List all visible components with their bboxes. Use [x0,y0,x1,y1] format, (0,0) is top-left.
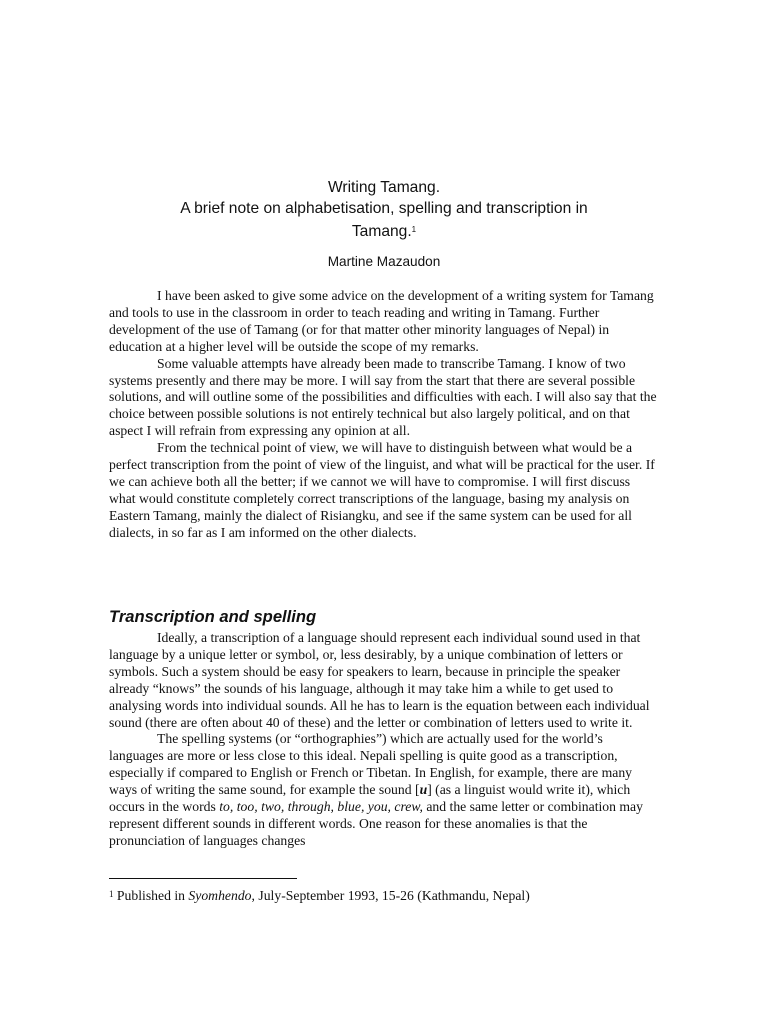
footnote-divider [109,878,297,879]
title-line-3-text: Tamang. [351,223,412,240]
p2-part-c: and the same letter or combination may represent different sounds in different words. One reason for these anomalies is that the pronunciation of languages changes [109,799,643,848]
section-paragraph-1: Ideally, a transcription of a language should represent each individual sound used in that language by a unique letter or symbol, or, less desirably, by a unique combination of letters or symbols. Such a system should be easy for speakers to learn, because in principle the speaker already “knows” the sounds of his language, although it may take him a while to get used to analysing words into individual sounds. All he has to learn is the equation between each individual sound (there are often about 40 of these) and the letter or combination of letters used to write it. [109,630,650,730]
intro-section [109,288,657,542]
p2-part-a: The spelling systems (or “orthographies”) which are actually used for the world’s languages are more or less close to this ideal. Nepali spelling is quite good as a transcription, especially if compared to English or French or Tibetan. In English, for example, there are many ways of writing the same sound, for example the sound [ [109,731,633,798]
footnote [109,886,657,904]
title-line-1: Writing Tamang. [327,179,441,196]
intro-paragraph-1: I have been asked to give some advice on the development of a writing system for Tamang and tools to use in the classroom in order to teach reading and writing in Tamang. Further development of the use of Tamang (or for that matter other minority languages of Nepal) in education at a higher level will be outside the scope of my remarks. [109,288,654,354]
footnote-text-b: , July-September 1993, 15-26 (Kathmandu, Nepal) [251,888,530,903]
document-title [100,177,668,242]
transcription-section [109,630,657,850]
phonetic-symbol: u [419,782,428,798]
p2-part-b: ] (as a linguist would write it), which occurs in the words [109,782,631,815]
footnote-journal: Syomhendo [188,888,252,903]
author-name: Martine Mazaudon [327,254,441,269]
footnote-text-a: Published in [113,888,189,903]
intro-paragraph-2: Some valuable attempts have already been made to transcribe Tamang. I know of two systems presently and there may be more. I will say from the start that there are several possible solutions, and will outline some of the possibilities and difficulties with each. I will also say that the choice between possible solutions is not entirely technical but also largely political, and on that aspect I will refrain from expressing any opinion at all. [109,355,657,439]
section-paragraph-2 [109,731,657,849]
title-line-3 [100,219,668,242]
title-footnote-marker[interactable]: 1 [411,225,417,234]
intro-paragraph-3: From the technical point of view, we will have to distinguish between what would be a perfect transcription from the point of view of the linguist, and what will be practical for the user. If we can achieve both all the better; if we cannot we will have to compromise. I will first discuss what would constitute completely correct transcriptions of the language, basing my analysis on Eastern Tamang, mainly the dialect of Risiangku, and see if the same system can be used for all dialects, in so far as I am informed on the other dialects. [109,440,655,540]
example-words: to, too, two, through, blue, you, crew, [219,799,423,815]
title-line-2: A brief note on alphabetisation, spelling and transcription in [180,200,588,217]
section-heading: Transcription and spelling [109,607,317,626]
footnote-marker: 1 [109,889,114,899]
